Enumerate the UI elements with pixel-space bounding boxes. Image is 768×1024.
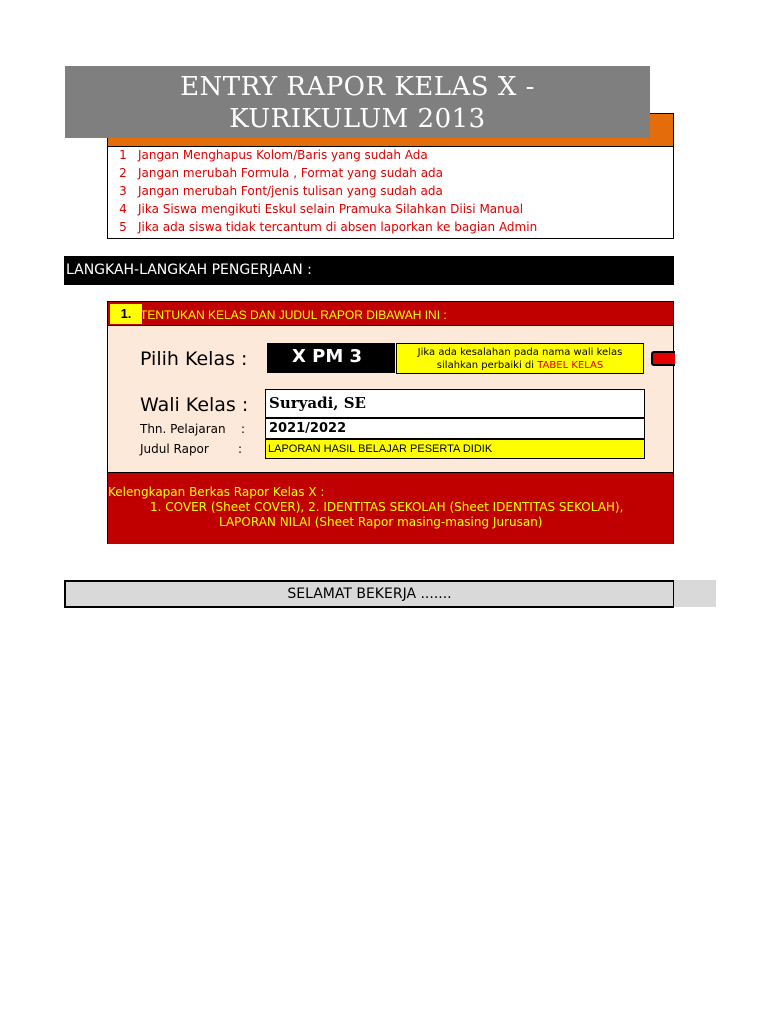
rule-text: Jangan merubah Formula , Format yang sudah ada bbox=[138, 166, 444, 180]
rule-number: 5 bbox=[119, 220, 127, 234]
rule-number: 2 bbox=[119, 166, 127, 180]
selamat-bekerja-banner: SELAMAT BEKERJA ....... bbox=[64, 580, 674, 608]
title-line-1: ENTRY RAPOR KELAS X - bbox=[180, 72, 535, 102]
wali-kelas-field[interactable]: Suryadi, SE bbox=[265, 389, 645, 418]
step-title: TENTUKAN KELAS DAN JUDUL RAPOR DIBAWAH INI : bbox=[140, 308, 447, 322]
tahun-pelajaran-colon: : bbox=[241, 422, 246, 436]
tahun-pelajaran-label: Thn. Pelajaran bbox=[140, 422, 226, 436]
rule-item bbox=[108, 182, 673, 200]
wali-kelas-label: Wali Kelas : bbox=[140, 394, 249, 416]
title-line-2: KURIKULUM 2013 bbox=[229, 104, 486, 134]
rule-item bbox=[108, 218, 673, 236]
rule-number: 1 bbox=[119, 148, 127, 162]
judul-rapor-colon: : bbox=[238, 442, 243, 456]
note-line-2-text: silahkan perbaiki di bbox=[436, 360, 538, 371]
tabel-kelas-link[interactable]: TABEL KELAS bbox=[537, 360, 604, 371]
berkas-section bbox=[108, 472, 673, 544]
steps-header: LANGKAH-LANGKAH PENGERJAAN : bbox=[64, 256, 674, 285]
rule-text: Jangan merubah Font/jenis tulisan yang sudah ada bbox=[138, 184, 443, 198]
pilih-kelas-label: Pilih Kelas : bbox=[140, 348, 248, 370]
judul-rapor-label: Judul Rapor bbox=[140, 442, 209, 456]
wali-kelas-note bbox=[396, 343, 644, 374]
rule-text: Jika Siswa mengikuti Eskul selain Pramuka Silahkan Diisi Manual bbox=[138, 202, 524, 216]
rule-item bbox=[108, 200, 673, 218]
judul-rapor-field[interactable]: LAPORAN HASIL BELAJAR PESERTA DIDIK bbox=[265, 439, 645, 459]
arrow-button[interactable] bbox=[651, 351, 675, 366]
rule-number: 4 bbox=[119, 202, 127, 216]
note-line-2 bbox=[397, 359, 643, 372]
rule-number: 3 bbox=[119, 184, 127, 198]
rule-item bbox=[108, 164, 673, 182]
step-1-header bbox=[108, 302, 673, 326]
rule-item bbox=[108, 146, 673, 164]
step-1-panel bbox=[107, 301, 674, 544]
rule-text: Jangan Menghapus Kolom/Baris yang sudah Ada bbox=[138, 148, 428, 162]
step-number-badge: 1. bbox=[110, 304, 142, 324]
kelas-select[interactable]: X PM 3 bbox=[267, 343, 395, 373]
berkas-line-1: 1. COVER (Sheet COVER), 2. IDENTITAS SEKOLAH (Sheet IDENTITAS SEKOLAH), bbox=[150, 500, 624, 514]
berkas-title: Kelengkapan Berkas Rapor Kelas X : bbox=[108, 485, 325, 499]
rule-text: Jika ada siswa tidak tercantum di absen laporkan ke bagian Admin bbox=[138, 220, 538, 234]
note-line-1: Jika ada kesalahan pada nama wali kelas bbox=[417, 347, 623, 358]
berkas-line-2: LAPORAN NILAI (Sheet Rapor masing-masing Jurusan) bbox=[219, 515, 543, 529]
page-title bbox=[65, 66, 650, 138]
tahun-pelajaran-field[interactable]: 2021/2022 bbox=[265, 418, 645, 439]
